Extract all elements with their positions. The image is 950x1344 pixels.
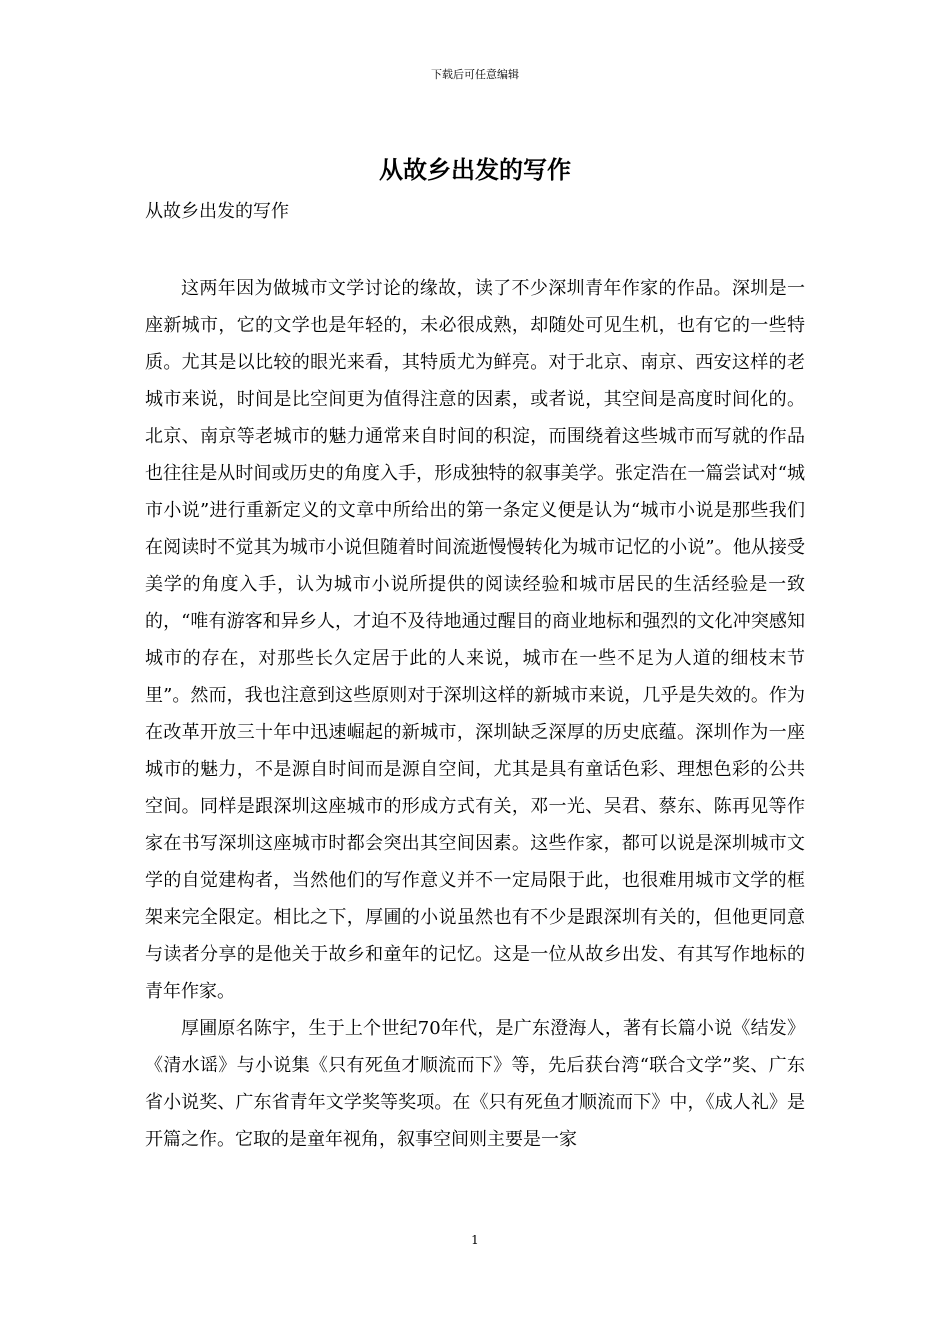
paragraph: 厚圃原名陈宇，生于上个世纪70年代，是广东澄海人，著有长篇小说《结发》《清水谣》与小说集《只有死鱼才顺流而下》等，先后获台湾“联合文学”奖、广东省小说奖、广东省青年文学奖等奖项。在《只有死鱼才顺流而下》中，《成人礼》是开篇之作。它取的是童年视角，叙事空间则主要是一家 [145, 1018, 805, 1150]
document-title: 从故乡出发的写作 [379, 155, 571, 184]
body-text [145, 270, 805, 1158]
paragraph: 这两年因为做城市文学讨论的缘故，读了不少深圳青年作家的作品。深圳是一座新城市，它的文学也是年轻的，未必很成熟，却随处可见生机，也有它的一些特质。尤其是以比较的眼光来看，其特质尤为鲜亮。对于北京、南京、西安这样的老城市来说，时间是比空间更为值得注意的因素，或者说，其空间是高度时间化的。北京、南京等老城市的魅力通常来自时间的积淀，而围绕着这些城市而写就的作品也往往是从时间或历史的角度入手，形成独特的叙事美学。张定浩在一篇尝试对“城市小说”进行重新定义的文章中所给出的第一条定义便是认为“城市小说是那些我们在阅读时不觉其为城市小说但随着时间流逝慢慢转化为城市记忆的小说”。他从接受美学的角度入手，认为城市小说所提供的阅读经验和城市居民的生活经验是一致的，“唯有游客和异乡人，才迫不及待地通过醒目的商业地标和强烈的文化冲突感知城市的存在，对那些长久定居于此的人来说，城市在一些不足为人道的细枝末节里”。然而，我也注意到这些原则对于深圳这样的新城市来说，几乎是失效的。作为在改革开放三十年中迅速崛起的新城市，深圳缺乏深厚的历史底蕴。深圳作为一座城市的魅力，不是源自时间而是源自空间，尤其是具有童话色彩、理想色彩的公共空间。同样是跟深圳这座城市的形成方式有关，邓一光、吴君、蔡东、陈再见等作家在书写深圳这座城市时都会突出其空间因素。这些作家，都可以说是深圳城市文学的自觉建构者，当然他们的写作意义并不一定局限于此，也很难用城市文学的框架来完全限定。相比之下，厚圃的小说虽然也有不少是跟深圳有关的，但他更同意与读者分享的是他关于故乡和童年的记忆。这是一位从故乡出发、有其写作地标的青年作家。 [145, 278, 805, 1002]
document-subtitle: 从故乡出发的写作 [145, 201, 289, 222]
header-note: 下载后可任意编辑 [431, 68, 519, 81]
page-number: 1 [471, 1233, 479, 1247]
